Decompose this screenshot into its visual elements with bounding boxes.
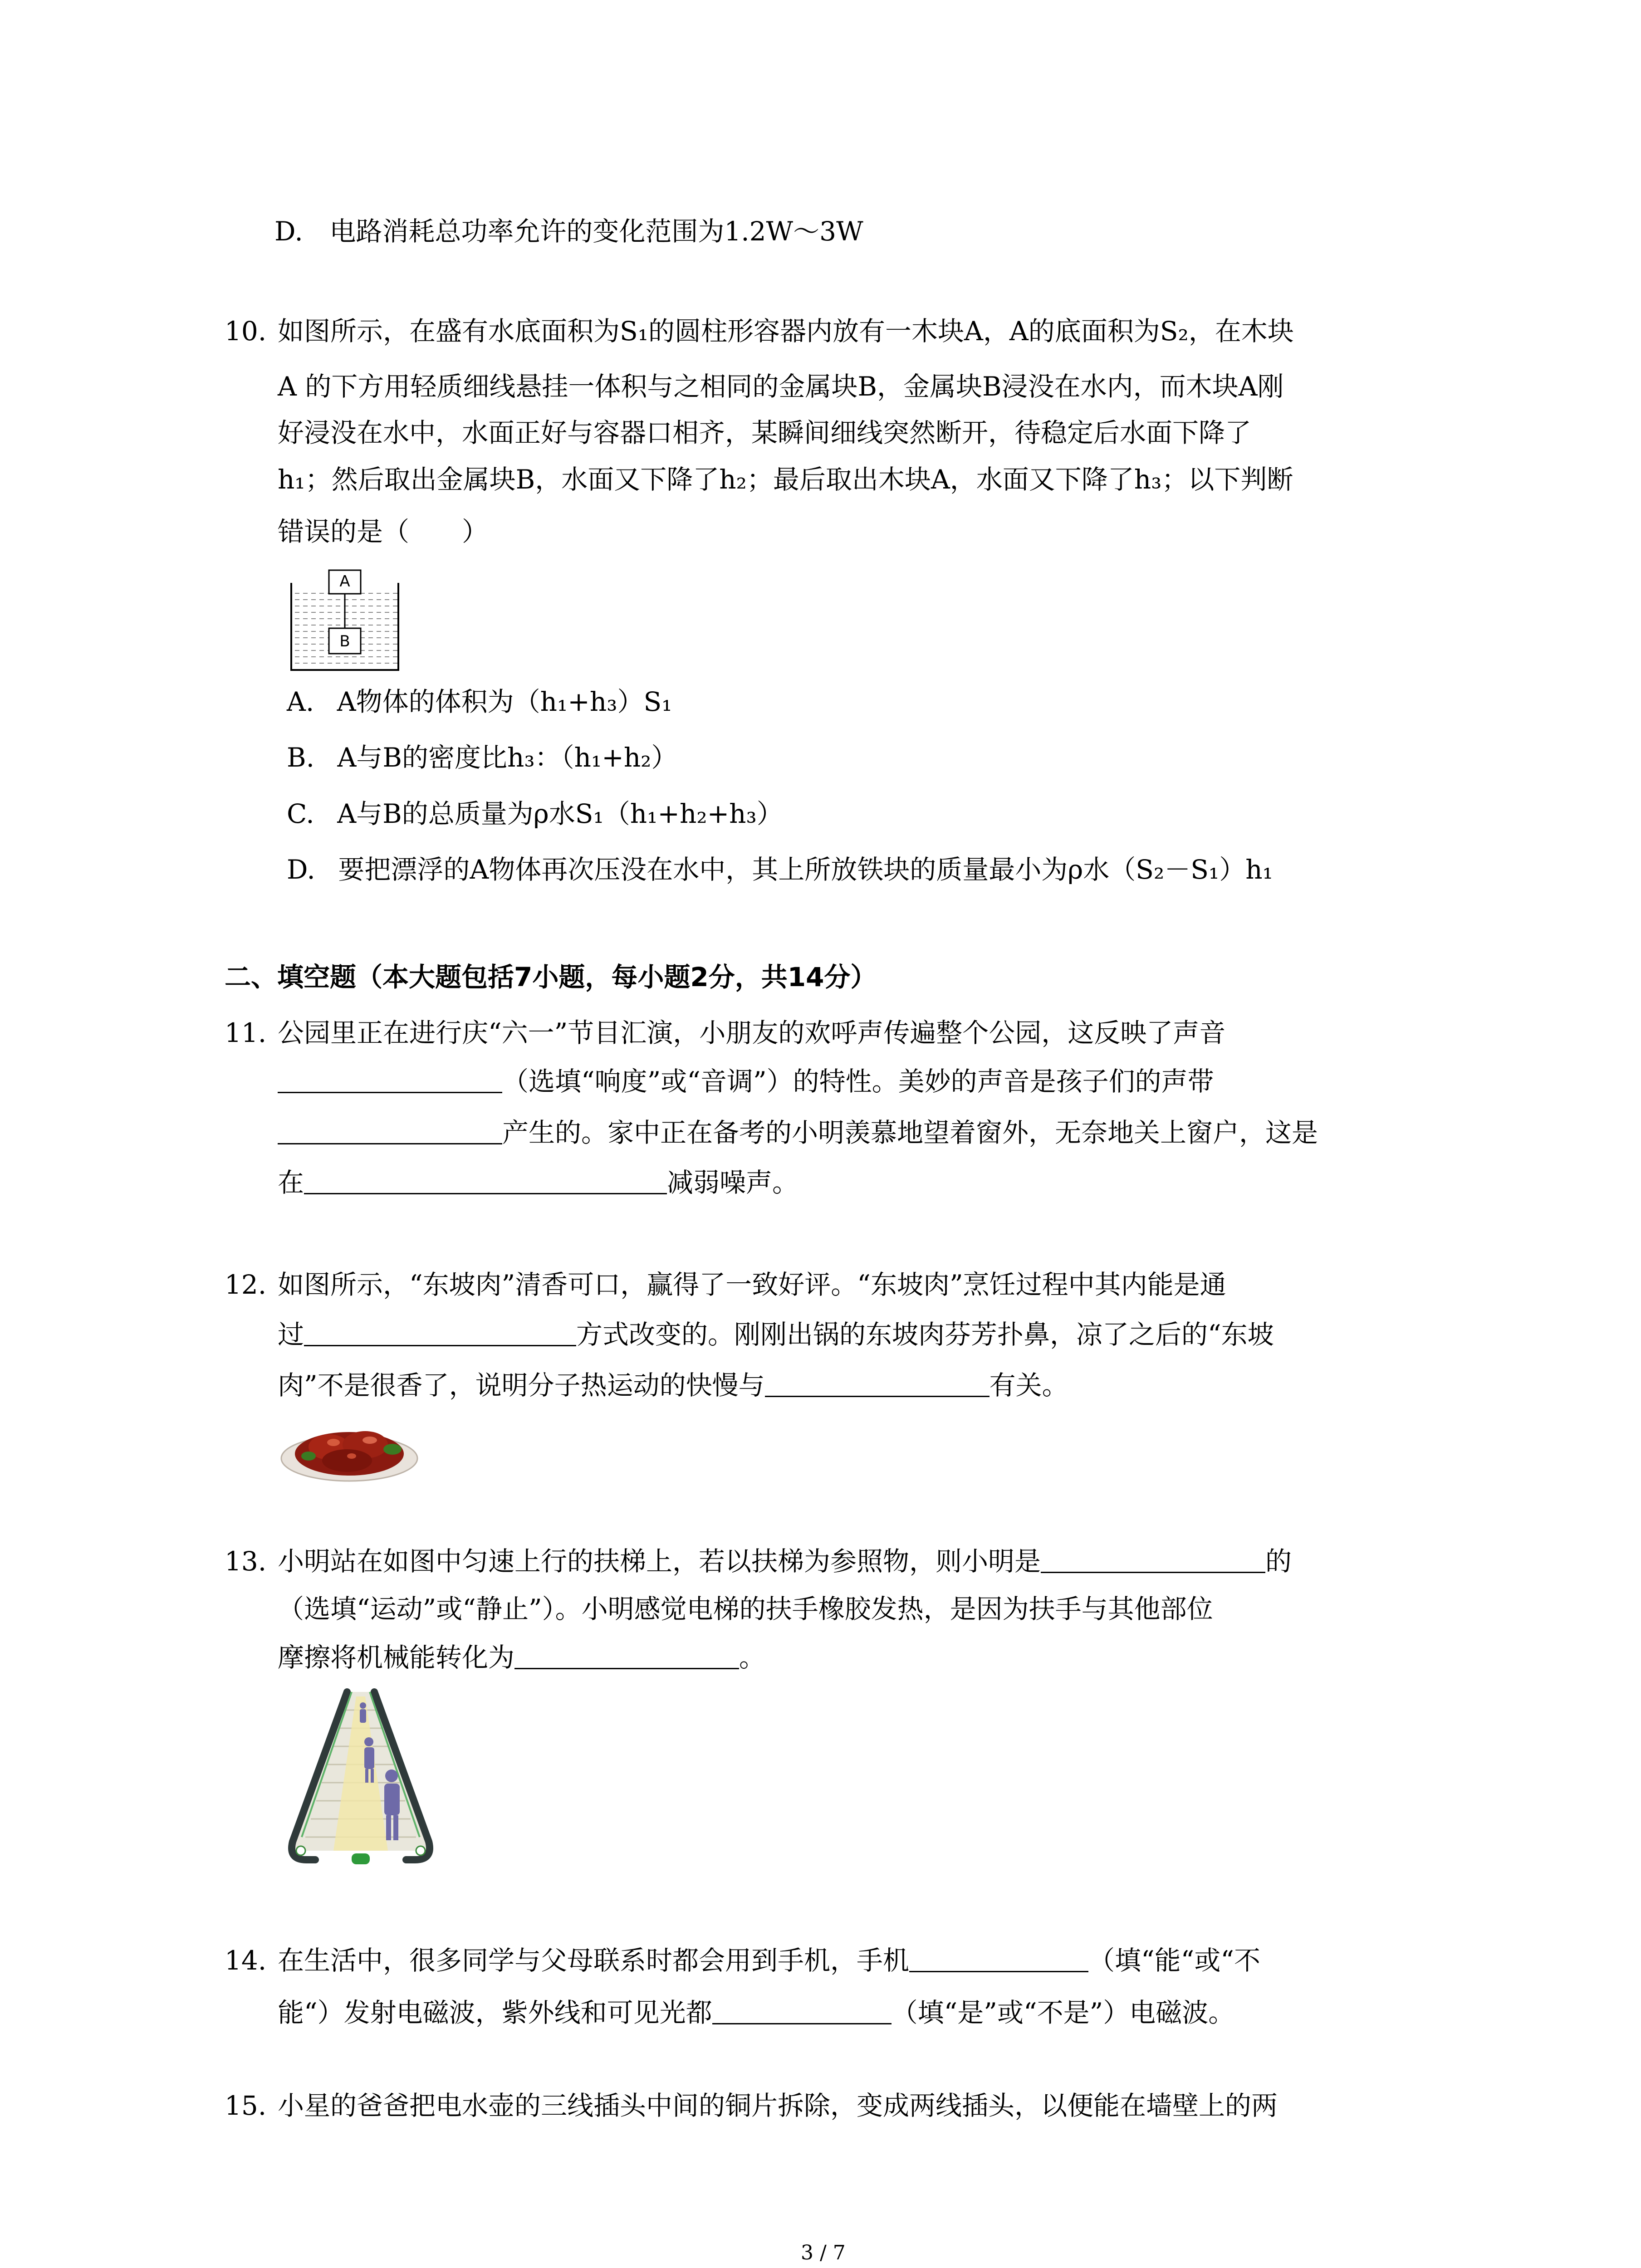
q13-answer-blank-2[interactable] bbox=[514, 1646, 739, 1669]
q14-answer-blank-2[interactable] bbox=[712, 2001, 892, 2024]
q13-line-1-b: 的 bbox=[1265, 1546, 1292, 1577]
q13-number: 13. bbox=[225, 1546, 267, 1577]
q11-line-2 bbox=[278, 1062, 1214, 1100]
q11-line-4 bbox=[278, 1163, 798, 1202]
q12-answer-blank-2[interactable] bbox=[765, 1374, 989, 1397]
dongpo-pork-image bbox=[279, 1411, 420, 1486]
q13-line-1 bbox=[278, 1542, 1292, 1580]
q10-option-a bbox=[287, 683, 672, 721]
section-2-heading: 二、填空题（本大题包括7小题，每小题2分，共14分） bbox=[225, 962, 877, 992]
q11-line-4-b: 减弱噪声。 bbox=[667, 1167, 799, 1198]
q10-option-d bbox=[287, 850, 1273, 889]
q13-line-3 bbox=[278, 1638, 765, 1677]
q11-line-1: 公园里正在进行庆“六一”节目汇演，小朋友的欢呼声传遍整个公园，这反映了声音 bbox=[278, 1017, 1226, 1048]
q11-line-3-text: 产生的。家中正在备考的小明羡慕地望着窗外，无奈地关上窗户，这是 bbox=[502, 1117, 1318, 1148]
q11-answer-blank-2[interactable] bbox=[278, 1121, 502, 1144]
q9-option-d bbox=[274, 212, 863, 250]
q12-line-3-b: 有关。 bbox=[989, 1370, 1068, 1401]
q9-option-d-label: D. bbox=[274, 216, 303, 247]
q11-line-3 bbox=[278, 1114, 1318, 1152]
block-a-label: A bbox=[339, 572, 350, 591]
q10-stem-line: h₁；然后取出金属块B，水面又下降了h₂；最后取出木块A，水面又下降了h₃；以下判断 bbox=[278, 464, 1293, 495]
block-b-label: B bbox=[339, 632, 350, 650]
q13-line-3-b: 。 bbox=[739, 1642, 766, 1673]
q12-line-1: 如图所示，“东坡肉”清香可口，赢得了一致好评。“东坡肉”烹饪过程中其内能是通 bbox=[278, 1269, 1226, 1300]
q10-option-c bbox=[287, 795, 783, 833]
escalator-image bbox=[284, 1687, 438, 1869]
q10-option-label: B. bbox=[287, 742, 315, 773]
q11-line-4-a: 在 bbox=[278, 1167, 304, 1198]
q10-option-label: A. bbox=[287, 686, 314, 717]
q10-option-text: 要把漂浮的A物体再次压没在水中，其上所放铁块的质量最小为ρ水（S₂－S₁）h₁ bbox=[338, 854, 1273, 885]
q10-option-label: D. bbox=[287, 854, 315, 885]
q10-stem-line: 错误的是（ ） bbox=[278, 516, 489, 547]
q10-stem-line: 如图所示，在盛有水底面积为S₁的圆柱形容器内放有一木块A，A的底面积为S₂，在木块 bbox=[278, 316, 1294, 347]
q9-option-d-text: 电路消耗总功率允许的变化范围为1.2W～3W bbox=[329, 216, 863, 247]
q15-number: 15. bbox=[225, 2090, 267, 2121]
q14-line-1 bbox=[278, 1941, 1260, 1980]
q12-answer-blank-1[interactable] bbox=[304, 1323, 576, 1346]
q14-line-2-b: （填“是”或“不是”）电磁波。 bbox=[891, 1997, 1235, 2028]
q12-line-2-a: 过 bbox=[278, 1319, 304, 1350]
q12-number: 12. bbox=[225, 1269, 267, 1300]
q10-stem-line: 好浸没在水中，水面正好与容器口相齐，某瞬间细线突然断开，待稳定后水面下降了 bbox=[278, 417, 1252, 448]
q10-container-figure bbox=[286, 565, 404, 674]
q11-number: 11. bbox=[225, 1017, 267, 1048]
q14-line-1-b: （填“能“或“不 bbox=[1088, 1945, 1260, 1976]
q15-line-1: 小星的爸爸把电水壶的三线插头中间的铜片拆除，变成两线插头，以便能在墙壁上的两 bbox=[278, 2090, 1278, 2121]
q10-number: 10. bbox=[225, 316, 267, 347]
q10-option-b bbox=[287, 738, 677, 777]
q11-line-2-text: （选填“响度”或“音调”）的特性。美妙的声音是孩子们的声带 bbox=[502, 1066, 1214, 1097]
q10-option-text: A与B的密度比h₃：（h₁+h₂） bbox=[337, 742, 678, 773]
q13-line-2: （选填“运动”或“静止”）。小明感觉电梯的扶手橡胶发热，是因为扶手与其他部位 bbox=[278, 1593, 1213, 1624]
q14-number: 14. bbox=[225, 1945, 267, 1976]
q14-line-1-a: 在生活中，很多同学与父母联系时都会用到手机，手机 bbox=[278, 1945, 910, 1976]
q14-line-2-a: 能“）发射电磁波，紫外线和可见光都 bbox=[278, 1997, 712, 2028]
q11-answer-blank-1[interactable] bbox=[278, 1070, 502, 1093]
q10-option-text: A物体的体积为（h₁+h₃）S₁ bbox=[337, 686, 672, 717]
q10-option-text: A与B的总质量为ρ水S₁（h₁+h₂+h₃） bbox=[337, 798, 783, 829]
q10-option-label: C. bbox=[287, 798, 314, 829]
q13-line-1-a: 小明站在如图中匀速上行的扶梯上，若以扶梯为参照物，则小明是 bbox=[278, 1546, 1041, 1577]
q13-line-3-a: 摩擦将机械能转化为 bbox=[278, 1642, 515, 1673]
q14-line-2 bbox=[278, 1994, 1234, 2032]
q12-line-2 bbox=[278, 1315, 1274, 1354]
q12-line-3 bbox=[278, 1366, 1068, 1404]
q10-stem-line: A 的下方用轻质细线悬挂一体积与之相同的金属块B，金属块B浸没在水内，而木块A刚 bbox=[278, 371, 1284, 402]
q11-answer-blank-3[interactable] bbox=[304, 1171, 667, 1194]
q14-answer-blank-1[interactable] bbox=[909, 1949, 1088, 1972]
q12-line-2-b: 方式改变的。刚刚出锅的东坡肉芬芳扑鼻，凉了之后的“东坡 bbox=[576, 1319, 1274, 1350]
q12-line-3-a: 肉”不是很香了，说明分子热运动的快慢与 bbox=[278, 1370, 765, 1401]
page-number: 3 / 7 bbox=[801, 2241, 846, 2264]
q13-answer-blank-1[interactable] bbox=[1041, 1550, 1265, 1573]
